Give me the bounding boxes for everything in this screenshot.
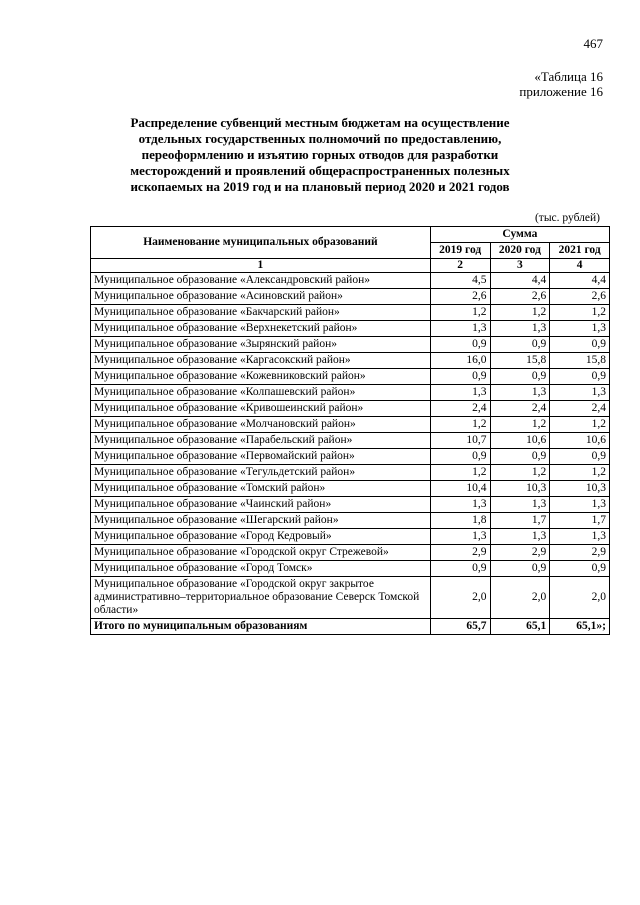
amount-2021: 0,9 (550, 561, 610, 577)
amount-2020: 2,9 (490, 545, 550, 561)
amount-2019: 10,4 (430, 481, 490, 497)
header-year-2020: 2020 год (490, 243, 550, 259)
municipality-name: Муниципальное образование «Городской округ закрытое административно–территориальное образование Северск Томской области» (91, 577, 431, 619)
page-number: 467 (583, 36, 603, 51)
amount-2019: 10,7 (430, 433, 490, 449)
appendix-table-ref: «Таблица 16 (534, 69, 603, 84)
total-2021: 65,1»; (550, 619, 610, 635)
header-row (91, 227, 610, 243)
municipality-name: Муниципальное образование «Томский район» (91, 481, 431, 497)
document-title: Распределение субвенций местным бюджетам на осуществление отдельных государственных полномочий по предоставлению, переоформлению и изъятию горных отводов для разработки месторождений и проявлений общераспространенных полезных ископаемых на 2019 год и на плановый период 2020 и 2021 годов (130, 115, 510, 194)
municipality-name: Муниципальное образование «Чаинский район» (91, 497, 431, 513)
municipality-name: Муниципальное образование «Городской округ Стрежевой» (91, 545, 431, 561)
table-row (91, 369, 610, 385)
subsidy-table (90, 226, 610, 635)
municipality-name: Муниципальное образование «Бакчарский район» (91, 305, 431, 321)
table-row (91, 273, 610, 289)
total-2019: 65,7 (430, 619, 490, 635)
amount-2019: 1,3 (430, 529, 490, 545)
amount-2021: 2,6 (550, 289, 610, 305)
total-2020: 65,1 (490, 619, 550, 635)
amount-2020: 1,2 (490, 465, 550, 481)
amount-2020: 2,6 (490, 289, 550, 305)
amount-2020: 1,7 (490, 513, 550, 529)
amount-2020: 0,9 (490, 561, 550, 577)
amount-2021: 10,3 (550, 481, 610, 497)
table-row (91, 385, 610, 401)
table-row (91, 353, 610, 369)
table-row (91, 417, 610, 433)
amount-2020: 10,6 (490, 433, 550, 449)
amount-2019: 1,3 (430, 385, 490, 401)
amount-2020: 0,9 (490, 449, 550, 465)
amount-2019: 1,2 (430, 465, 490, 481)
amount-2020: 0,9 (490, 369, 550, 385)
amount-2021: 0,9 (550, 337, 610, 353)
amount-2021: 1,7 (550, 513, 610, 529)
amount-2019: 0,9 (430, 561, 490, 577)
amount-2019: 0,9 (430, 449, 490, 465)
amount-2019: 4,5 (430, 273, 490, 289)
amount-2020: 1,3 (490, 497, 550, 513)
column-index: 4 (550, 259, 610, 273)
amount-2019: 0,9 (430, 369, 490, 385)
amount-2021: 10,6 (550, 433, 610, 449)
amount-2020: 1,3 (490, 321, 550, 337)
municipality-name: Муниципальное образование «Тегульдетский район» (91, 465, 431, 481)
amount-2021: 0,9 (550, 449, 610, 465)
municipality-name: Муниципальное образование «Колпашевский район» (91, 385, 431, 401)
municipality-name: Муниципальное образование «Парабельский район» (91, 433, 431, 449)
table-row (91, 401, 610, 417)
column-index-row (91, 259, 610, 273)
table-row (91, 321, 610, 337)
amount-2021: 1,2 (550, 305, 610, 321)
table-row (91, 289, 610, 305)
amount-2021: 1,3 (550, 385, 610, 401)
amount-2019: 1,3 (430, 321, 490, 337)
amount-2021: 2,0 (550, 577, 610, 619)
table-row (91, 545, 610, 561)
municipality-name: Муниципальное образование «Александровский район» (91, 273, 431, 289)
amount-2020: 2,0 (490, 577, 550, 619)
amount-2019: 1,3 (430, 497, 490, 513)
table-row (91, 449, 610, 465)
amount-2020: 1,2 (490, 417, 550, 433)
amount-2021: 2,9 (550, 545, 610, 561)
table-row (91, 561, 610, 577)
amount-2021: 0,9 (550, 369, 610, 385)
units-note: (тыс. рублей) (534, 212, 600, 224)
table-row (91, 337, 610, 353)
municipality-name: Муниципальное образование «Каргасокский район» (91, 353, 431, 369)
municipality-name: Муниципальное образование «Кожевниковский район» (91, 369, 431, 385)
header-sum-group: Сумма (430, 227, 609, 243)
municipality-name: Муниципальное образование «Асиновский район» (91, 289, 431, 305)
table-row (91, 481, 610, 497)
municipality-name: Муниципальное образование «Город Томск» (91, 561, 431, 577)
header-year-2019: 2019 год (430, 243, 490, 259)
amount-2019: 2,4 (430, 401, 490, 417)
municipality-name: Муниципальное образование «Город Кедровый» (91, 529, 431, 545)
amount-2021: 2,4 (550, 401, 610, 417)
amount-2021: 1,2 (550, 417, 610, 433)
municipality-name: Муниципальное образование «Верхнекетский район» (91, 321, 431, 337)
amount-2021: 1,3 (550, 529, 610, 545)
header-year-2021: 2021 год (550, 243, 610, 259)
total-row (91, 619, 610, 635)
table-row (91, 497, 610, 513)
header-name-column: Наименование муниципальных образований (91, 227, 431, 259)
amount-2019: 1,2 (430, 417, 490, 433)
amount-2020: 2,4 (490, 401, 550, 417)
column-index: 2 (430, 259, 490, 273)
table-row (91, 465, 610, 481)
table-row (91, 529, 610, 545)
municipality-name: Муниципальное образование «Первомайский район» (91, 449, 431, 465)
amount-2021: 15,8 (550, 353, 610, 369)
municipality-name: Муниципальное образование «Шегарский район» (91, 513, 431, 529)
amount-2019: 2,0 (430, 577, 490, 619)
amount-2020: 10,3 (490, 481, 550, 497)
column-index: 1 (91, 259, 431, 273)
amount-2019: 1,2 (430, 305, 490, 321)
amount-2020: 1,3 (490, 529, 550, 545)
amount-2019: 0,9 (430, 337, 490, 353)
table-row (91, 513, 610, 529)
table-row (91, 433, 610, 449)
table-row (91, 305, 610, 321)
column-index: 3 (490, 259, 550, 273)
appendix-ref: приложение 16 (519, 84, 603, 99)
amount-2021: 1,2 (550, 465, 610, 481)
municipality-name: Муниципальное образование «Зырянский район» (91, 337, 431, 353)
table-row (91, 577, 610, 619)
amount-2020: 15,8 (490, 353, 550, 369)
amount-2020: 1,2 (490, 305, 550, 321)
amount-2020: 1,3 (490, 385, 550, 401)
amount-2019: 2,9 (430, 545, 490, 561)
appendix-label (519, 69, 603, 99)
amount-2019: 2,6 (430, 289, 490, 305)
municipality-name: Муниципальное образование «Кривошеинский район» (91, 401, 431, 417)
amount-2019: 16,0 (430, 353, 490, 369)
amount-2021: 4,4 (550, 273, 610, 289)
amount-2021: 1,3 (550, 497, 610, 513)
amount-2020: 4,4 (490, 273, 550, 289)
amount-2019: 1,8 (430, 513, 490, 529)
total-label: Итого по муниципальным образованиям (91, 619, 431, 635)
amount-2020: 0,9 (490, 337, 550, 353)
municipality-name: Муниципальное образование «Молчановский район» (91, 417, 431, 433)
amount-2021: 1,3 (550, 321, 610, 337)
